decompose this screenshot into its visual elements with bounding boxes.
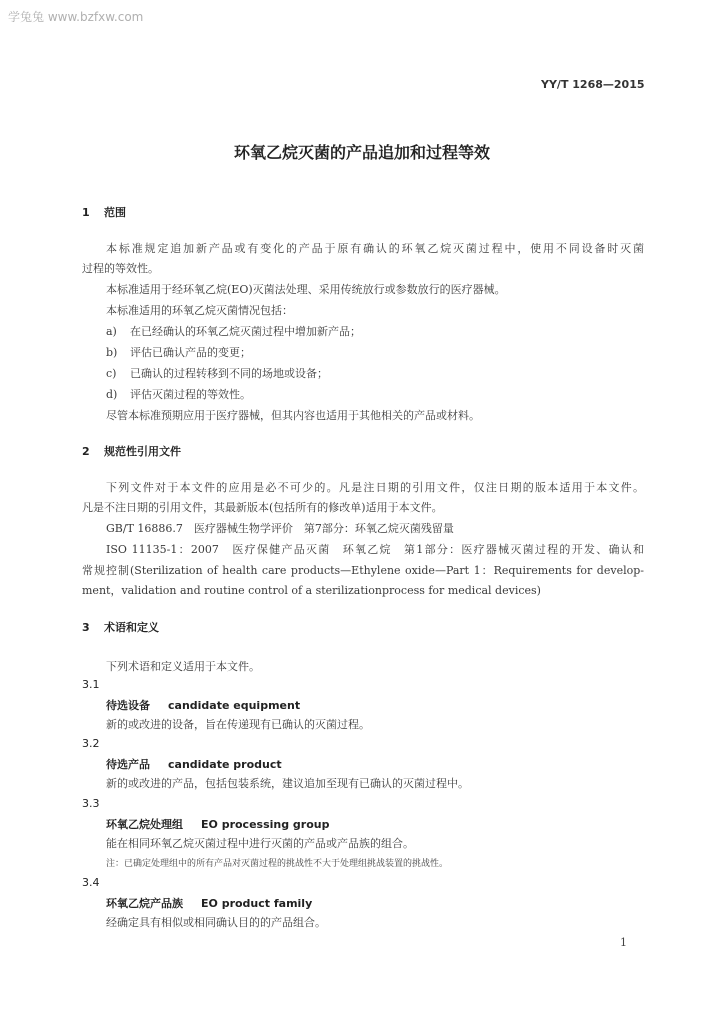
watermark: 学兔兔 www.bzfxw.com [8,10,144,24]
section-number: 1 [82,206,90,219]
term-zh: 待选设备 [106,699,150,712]
list-label: b) [106,346,118,359]
section-2-heading [82,443,181,459]
list-label: a) [106,325,117,338]
list-text: 评估灭菌过程的等效性。 [130,388,251,401]
scope-paragraph: 本标准适用的环氧乙烷灭菌情况包括： [106,304,293,317]
section-3-heading [82,619,159,635]
terms-intro: 下列术语和定义适用于本文件。 [106,660,260,673]
scope-paragraph-line: 过程的等效性。 [82,262,159,275]
term-number: 3.3 [82,797,100,810]
reference-entry: GB/T 16886.7 医疗器械生物学评价 第7部分：环氧乙烷灭菌残留量 [106,522,454,535]
standard-number: YY/T 1268—2015 [541,78,645,91]
section-1-heading [82,204,126,220]
list-text: 在已经确认的环氧乙烷灭菌过程中增加新产品； [130,325,361,338]
term-name [106,895,312,911]
list-text: 已确认的过程转移到不同的场地或设备； [130,367,328,380]
term-en: EO processing group [201,818,330,831]
list-item [106,365,328,381]
term-zh: 环氧乙烷产品族 [106,897,183,910]
term-number: 3.4 [82,876,100,889]
references-paragraph-line: 下列文件对于本文件的应用是必不可少的。凡是注日期的引用文件，仅注日期的版本适用于本文件。 [106,481,644,494]
scope-paragraph-line: 本标准规定追加新产品或有变化的产品于原有确认的环氧乙烷灭菌过程中，使用不同设备时灭菌 [106,242,644,255]
term-definition: 新的或改进的设备，旨在传递现有已确认的灭菌过程。 [106,718,370,731]
term-definition: 经确定具有相似或相同确认目的的产品组合。 [106,916,326,929]
term-en: candidate product [168,758,282,771]
references-paragraph-line: 凡是不注日期的引用文件，其最新版本(包括所有的修改单)适用于本文件。 [82,501,443,514]
list-item [106,344,251,360]
term-number: 3.1 [82,678,100,691]
scope-paragraph: 本标准适用于经环氧乙烷(EO)灭菌法处理、采用传统放行或参数放行的医疗器械。 [106,283,506,296]
term-name [106,816,330,832]
list-item [106,323,361,339]
term-name [106,756,282,772]
list-label: c) [106,367,117,380]
section-title: 范围 [104,206,126,219]
term-zh: 待选产品 [106,758,150,771]
term-definition: 新的或改进的产品，包括包装系统，建议追加至现有已确认的灭菌过程中。 [106,777,469,790]
section-title: 术语和定义 [104,621,159,634]
term-definition: 能在相同环氧乙烷灭菌过程中进行灭菌的产品或产品族的组合。 [106,837,414,850]
list-text: 评估已确认产品的变更； [130,346,251,359]
section-number: 3 [82,621,90,634]
section-title: 规范性引用文件 [104,445,181,458]
reference-entry-line: ment，validation and routine control of a sterilizationprocess for medical devices) [82,584,541,597]
term-en: candidate equipment [168,699,301,712]
list-label: d) [106,388,118,401]
page-number: 1 [620,936,627,949]
term-number: 3.2 [82,737,100,750]
document-title: 环氧乙烷灭菌的产品追加和过程等效 [233,143,490,162]
term-name [106,697,300,713]
list-item [106,386,251,402]
reference-entry-line: 常规控制(Sterilization of health care products—Ethylene oxide—Part 1：Requirements for develop- [82,564,644,577]
scope-paragraph: 尽管本标准预期应用于医疗器械，但其内容也适用于其他相关的产品或材料。 [106,409,480,422]
term-note: 注：已确定处理组中的所有产品对灭菌过程的挑战性不大于处理组挑战装置的挑战性。 [106,859,449,869]
term-en: EO product family [201,897,313,910]
section-number: 2 [82,445,90,458]
term-zh: 环氧乙烷处理组 [106,818,183,831]
reference-entry-line: ISO 11135-1：2007 医疗保健产品灭菌 环氧乙烷 第1部分：医疗器械灭菌过程的开发、确认和 [106,543,644,556]
